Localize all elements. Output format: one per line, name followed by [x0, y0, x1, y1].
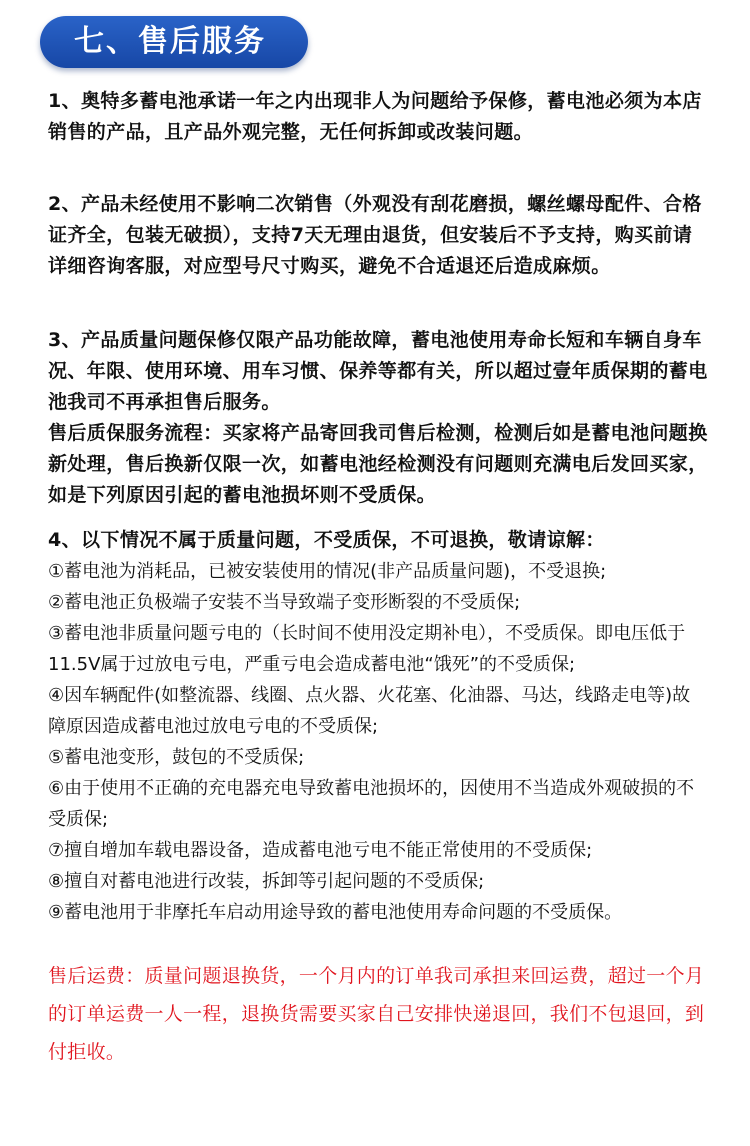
- exclusion-item: ②蓄电池正负极端子安装不当导致端子变形断裂的不受质保;: [48, 592, 521, 613]
- warranty-text: 1、奥特多蓄电池承诺一年之内出现非人为问题给予保修，蓄电池必须为本店销售的产品，且产品外观完整，无任何拆卸或改装问题。: [48, 90, 702, 143]
- exclusion-item: ⑨蓄电池用于非摩托车启动用途导致的蓄电池使用寿命问题的不受质保。: [48, 902, 623, 923]
- exclusion-item: ⑦擅自增加车载电器设备，造成蓄电池亏电不能正常使用的不受质保;: [48, 840, 593, 861]
- exclusion-item: ⑧擅自对蓄电池进行改装，拆卸等引起问题的不受质保;: [48, 871, 485, 892]
- exclusion-item: ①蓄电池为消耗品，已被安装使用的情况(非产品质量问题)，不受退换;: [48, 561, 607, 582]
- quality-scope-text: 3、产品质量问题保修仅限产品功能故障，蓄电池使用寿命长短和车辆自身车况、年限、使用环境、用车习惯、保养等都有关，所以超过壹年质保期的蓄电池我司不再承担售后服务。: [48, 329, 708, 413]
- service-process-text: 售后质保服务流程：买家将产品寄回我司售后检测，检测后如是蓄电池问题换新处理，售后换新仅限一次，如蓄电池经检测没有问题则充满电后发回买家，如是下列原因引起的蓄电池损坏则不受质保。: [48, 422, 708, 506]
- returns-text: 2、产品未经使用不影响二次销售（外观没有刮花磨损，螺丝螺母配件、合格证齐全，包装无破损），支持7天无理由退货，但安装后不予支持，购买前请详细咨询客服，对应型号尺寸购买，避免不合适退还后造成麻烦。: [48, 193, 702, 277]
- exclusion-item: ⑥由于使用不正确的充电器充电导致蓄电池损坏的，因使用不当造成外观破损的不受质保;: [48, 778, 695, 830]
- exclusion-item: ③蓄电池非质量问题亏电的（长时间不使用没定期补电），不受质保。即电压低于11.5V属于过放电亏电，严重亏电会造成蓄电池“饿死”的不受质保;: [48, 623, 686, 675]
- exclusion-item: ④因车辆配件(如整流器、线圈、点火器、火花塞、化油器、马达，线路走电等)故障原因造成蓄电池过放电亏电的不受质保;: [48, 685, 691, 737]
- returns-paragraph: [48, 189, 708, 282]
- shipping-note-text: 售后运费：质量问题退换货，一个月内的订单我司承担来回运费，超过一个月的订单运费一人一程，退换货需要买家自己安排快递退回，我们不包退回，到付拒收。: [48, 965, 705, 1063]
- shipping-note: [48, 957, 708, 1071]
- exclusions-list: [48, 556, 708, 928]
- section-title: 七、售后服务: [74, 24, 266, 59]
- exclusions-title: 4、以下情况不属于质量问题，不受质保，不可退换，敬请谅解：: [48, 529, 605, 551]
- warranty-paragraph: [48, 86, 708, 148]
- exclusions-heading: [48, 525, 708, 556]
- exclusion-item: ⑤蓄电池变形，鼓包的不受质保;: [48, 747, 305, 768]
- quality-paragraph: [48, 325, 708, 511]
